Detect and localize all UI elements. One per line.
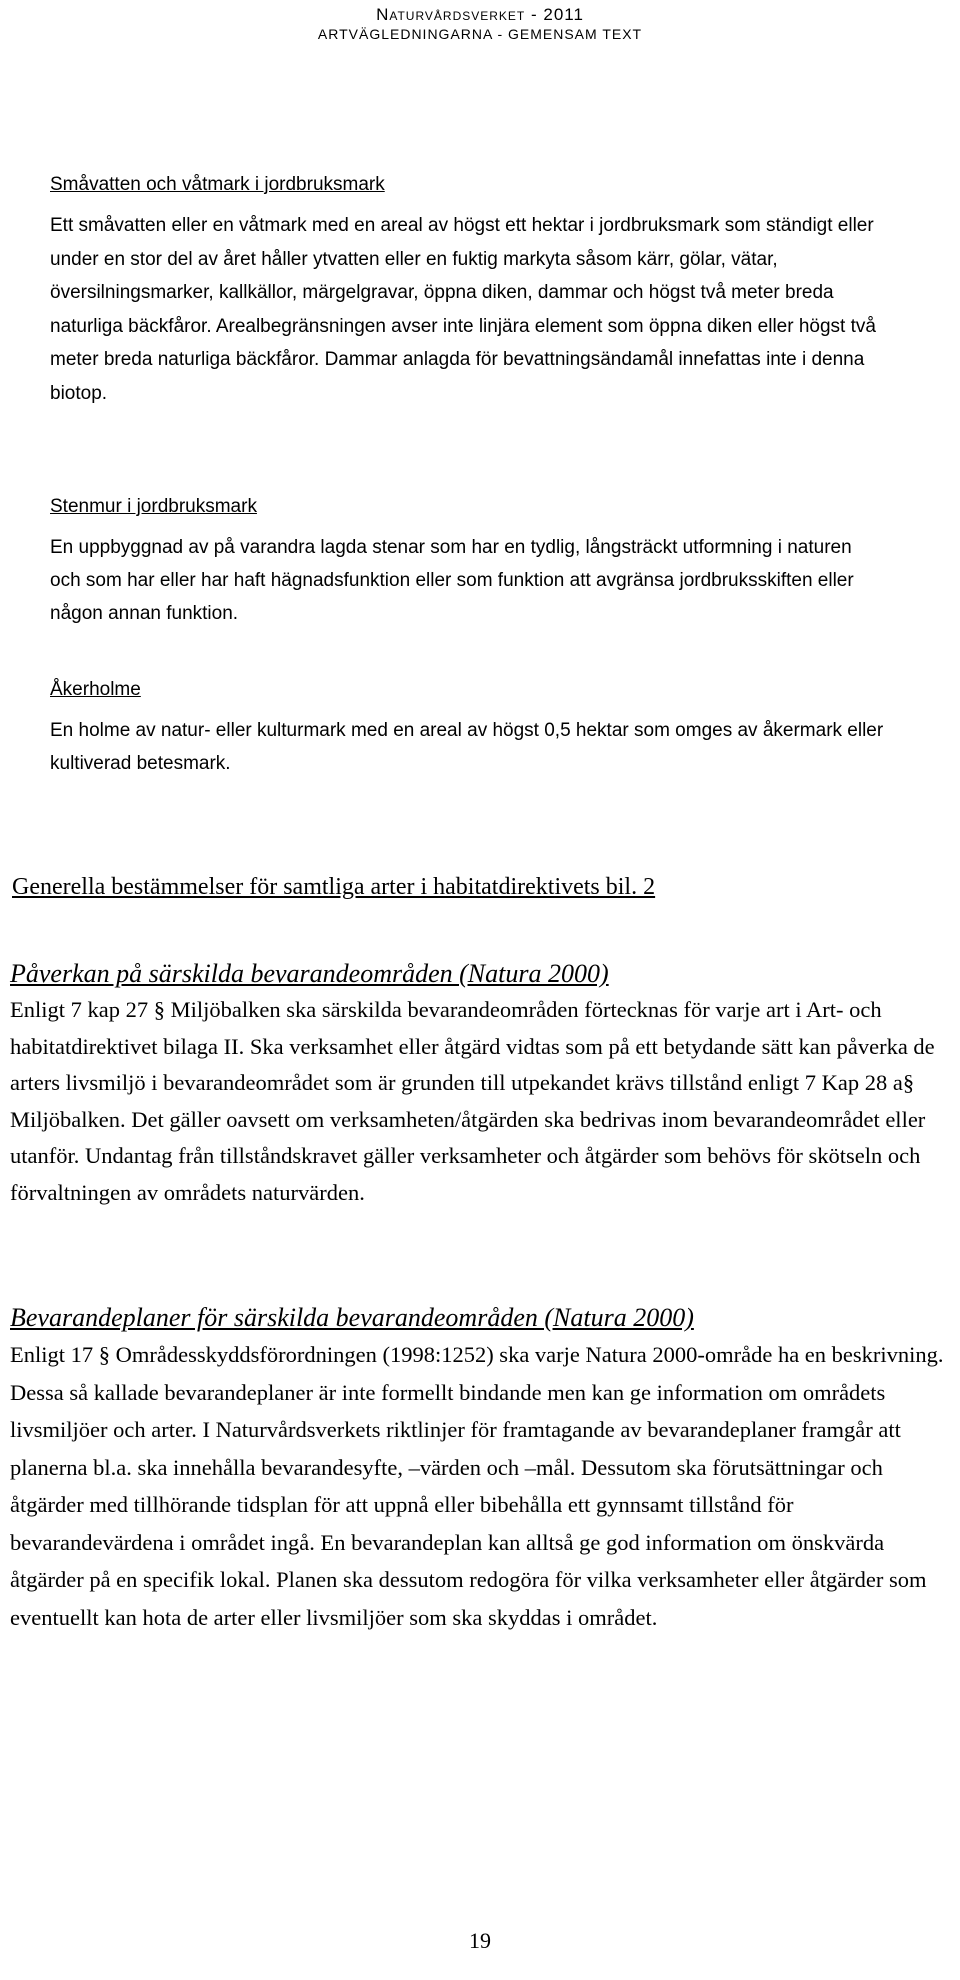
subsection-bevarandeplaner	[10, 1302, 945, 1636]
section-heading: Stenmur i jordbruksmark	[50, 496, 257, 517]
subsection-body: Enligt 7 kap 27 § Miljöbalken ska särskilda bevarandeområden förtecknas för varje art i Art- och habitatdirektivet bilaga II. Ska verksamhet eller åtgärd vidtas som på ett betydande sätt kan påverka de arters livsmiljö i bevarandeområdet som är grunden till utpekandet krävs tillstånd enligt 7 Kap 28 a§ Miljöbalken. Det gäller oavsett om verksamheten/åtgärden ska bedrivas inom bevarandeområdet eller utanför. Undantag från tillståndskravet gäller verksamheter och åtgärder som behövs för skötseln och förvaltningen av områdets naturvärden.	[10, 997, 935, 1205]
section-body: En uppbyggnad av på varandra lagda stenar som har en tydlig, långsträckt utformning i naturen och som har eller har haft hägnadsfunktion eller som funktion att avgränsa jordbruksskiften eller någon annan funktion.	[50, 537, 854, 624]
section-smavatten	[50, 168, 900, 410]
page-number: 19	[469, 1928, 491, 1953]
subsection-heading: Bevarandeplaner för särskilda bevarandeområden (Natura 2000)	[10, 1303, 694, 1332]
subsection-paverkan	[10, 958, 945, 1211]
subsection-body: Enligt 17 § Områdesskyddsförordningen (1998:1252) ska varje Natura 2000-område ha en beskrivning. Dessa så kallade bevarandeplaner är inte formellt bindande men kan ge information om områdets livsmiljöer och arter. I Naturvårdsverkets riktlinjer för framtagande av bevarandeplaner framgår att planerna bl.a. ska innehålla bevarandesyfte, –värden och –mål. Dessutom ska förutsättningar och åtgärder med tillhörande tidsplan för att uppnå eller bibehålla ett gynnsamt tillstånd för bevarandevärdena i området ingå. En bevarandeplan kan alltså ge god information om önskvärda åtgärder på en specifik lokal. Planen ska dessutom redogöra för vilka verksamheter eller åtgärder som eventuellt kan hota de arter eller livsmiljöer som ska skyddas i området.	[10, 1342, 944, 1630]
section-akerholme	[50, 673, 900, 780]
section-body: En holme av natur- eller kulturmark med en areal av högst 0,5 hektar som omges av åkermark eller kultiverad betesmark.	[50, 720, 884, 774]
header-series: ARTVÄGLEDNINGARNA - GEMENSAM TEXT	[317, 26, 643, 42]
section-body: Ett småvatten eller en våtmark med en areal av högst ett hektar i jordbruksmark som ständigt eller under en stor del av året håller ytvatten eller en fuktig markyta såsom kärr, gölar, vätar, översilningsmarker, kallkällor, märgelgravar, öppna diken, dammar och högst två meter breda naturliga bäckfåror. Arealbegränsningen avser inte linjära element som öppna diken eller högst två meter breda naturliga bäckfåror. Dammar anlagda för bevattningsändamål innefattas inte i denna biotop.	[50, 215, 876, 404]
header-publisher: Naturvårdsverket - 2011	[376, 5, 584, 24]
general-provisions-title: Generella bestämmelser för samtliga arter i habitatdirektivets bil. 2	[12, 874, 656, 900]
section-heading: Småvatten och våtmark i jordbruksmark	[50, 174, 385, 195]
section-heading: Åkerholme	[50, 679, 141, 700]
section-stenmur	[50, 490, 900, 630]
subsection-heading: Påverkan på särskilda bevarandeområden (Natura 2000)	[10, 959, 609, 988]
